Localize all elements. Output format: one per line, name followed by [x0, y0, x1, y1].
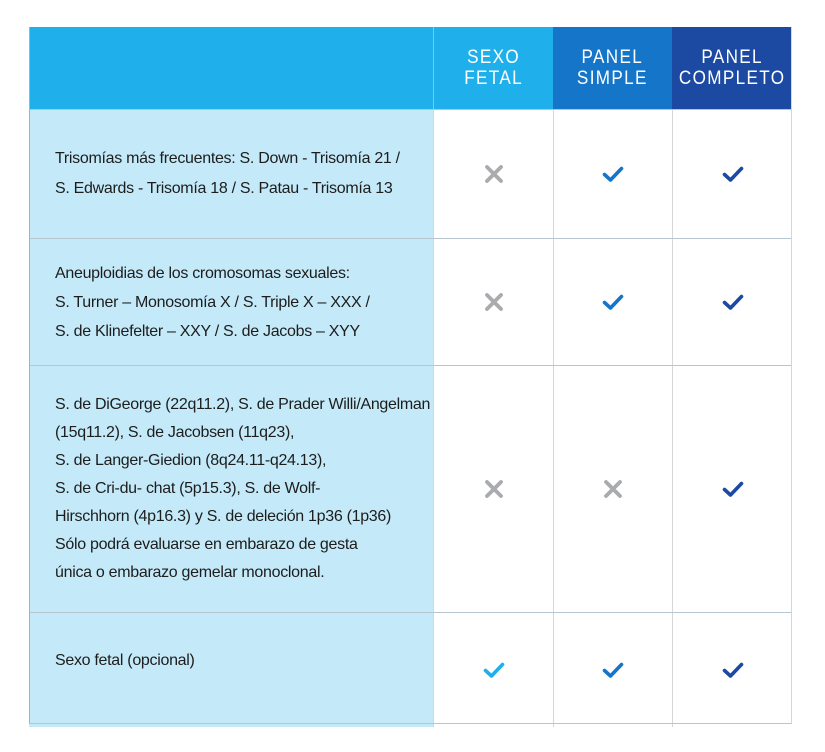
cross-icon	[482, 479, 506, 499]
header-sexo-fetal-line1: SEXO	[467, 47, 520, 68]
table-row	[29, 109, 792, 238]
check-icon	[721, 479, 745, 499]
header-panel-completo	[672, 27, 792, 109]
table-row	[29, 238, 792, 365]
panel-simple-cell	[553, 239, 672, 365]
description-line: (15q11.2), S. de Jacobsen (11q23),	[55, 424, 295, 441]
comparison-table	[29, 27, 792, 727]
description-line: Hirschhorn (4p16.3) y S. de deleción 1p36 (1p36)	[55, 508, 392, 525]
panel-completo-cell	[672, 239, 792, 365]
header-blank-cell	[29, 27, 433, 109]
sexo-fetal-cell	[433, 366, 553, 612]
row-description	[29, 110, 433, 238]
check-icon	[721, 164, 745, 184]
header-panel-completo-line2: COMPLETO	[678, 68, 786, 89]
cross-icon	[601, 479, 625, 499]
sexo-fetal-cell	[433, 613, 553, 727]
description-line: Sólo podrá evaluarse en embarazo de gesta	[55, 536, 358, 553]
description-line: única o embarazo gemelar monoclonal.	[55, 564, 325, 581]
description-line: Trisomías más frecuentes: S. Down - Trisomía 21 /	[55, 150, 400, 167]
sexo-fetal-cell	[433, 239, 553, 365]
header-sexo-fetal-line2: FETAL	[464, 68, 523, 89]
panel-completo-cell	[672, 366, 792, 612]
description-line: S. Turner – Monosomía X / S. Triple X – XXX /	[55, 293, 370, 311]
check-icon	[721, 660, 745, 680]
check-icon	[601, 292, 625, 312]
sexo-fetal-cell	[433, 110, 553, 238]
panel-completo-cell	[672, 110, 792, 238]
check-icon	[601, 660, 625, 680]
row-description	[29, 239, 433, 365]
table-row	[29, 612, 792, 727]
header-panel-simple-line1: PANEL	[581, 47, 644, 68]
row-description	[29, 613, 433, 727]
cross-icon	[482, 164, 506, 184]
row-description	[29, 366, 433, 612]
description-line: S. de Klinefelter – XXY / S. de Jacobs – XYY	[55, 322, 360, 340]
header-panel-completo-line1: PANEL	[701, 47, 763, 68]
header-panel-simple	[553, 27, 672, 109]
panel-simple-cell	[553, 110, 672, 238]
panel-simple-cell	[553, 366, 672, 612]
panel-completo-cell	[672, 613, 792, 727]
description-line: Aneuploidias de los cromosomas sexuales:	[55, 264, 350, 282]
description-line: S. Edwards - Trisomía 18 / S. Patau - Trisomía 13	[55, 180, 393, 197]
header-panel-simple-line2: SIMPLE	[577, 68, 648, 89]
cross-icon	[482, 292, 506, 312]
table-header	[29, 27, 792, 109]
check-icon	[721, 292, 745, 312]
panel-simple-cell	[553, 613, 672, 727]
description-line: Sexo fetal (opcional)	[55, 652, 195, 669]
check-icon	[482, 660, 506, 680]
check-icon	[601, 164, 625, 184]
table-row	[29, 365, 792, 612]
description-line: S. de Cri-du- chat (5p15.3), S. de Wolf-	[55, 480, 321, 497]
header-sexo-fetal	[433, 27, 553, 109]
description-line: S. de Langer-Giedion (8q24.11-q24.13),	[55, 452, 327, 469]
description-line: S. de DiGeorge (22q11.2), S. de Prader Willi/Angelman	[55, 396, 431, 413]
